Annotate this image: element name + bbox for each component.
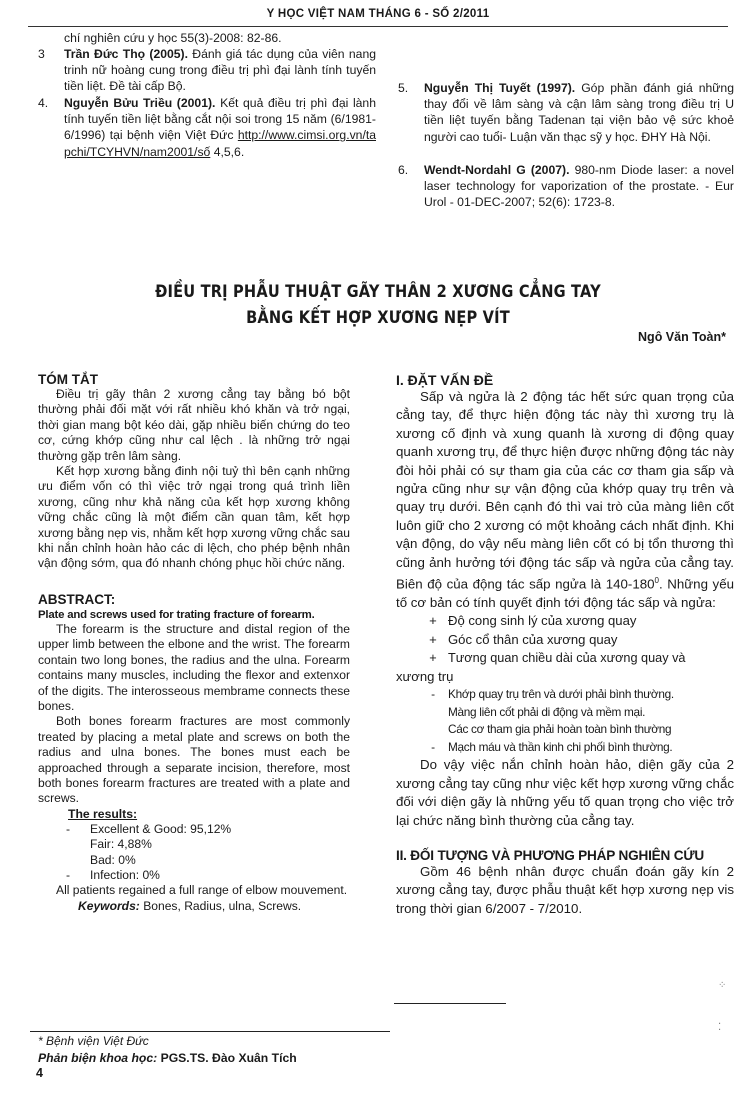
article-author: Ngô Văn Toàn*: [638, 330, 726, 344]
reference-author: Trần Đức Thọ (2005).: [64, 47, 188, 61]
reference-number: 3: [38, 47, 45, 61]
right-column-rule: [394, 1003, 506, 1004]
abstract-subtitle: Plate and screws used for trating fracture of forearm.: [38, 608, 315, 621]
plus-item: + Độ cong sinh lý của xương quay: [429, 613, 637, 629]
results-item: Bad: 0%: [90, 852, 136, 867]
dash-item: Màng liên cốt phải di động và mềm mại.: [448, 704, 646, 719]
results-item: - Excellent & Good: 95,12%: [66, 821, 232, 836]
reviewer-label: Phản biện khoa học:: [38, 1051, 158, 1065]
reference-tail: 4,5,6.: [210, 144, 245, 159]
reference-author: Nguyễn Bửu Triều (2001).: [64, 96, 216, 110]
header-rule: [28, 26, 728, 27]
reference-number: 4.: [38, 96, 49, 110]
reference-continuation: [64, 30, 376, 46]
reference-text: Góp phần đánh giá những thay đổi về lâm sàng và cận lâm sàng trong điều trị U tiền liệt tuyến bằng Tadenan tại viện bảo vệ sức khoẻ người cao tuổi- Luận văn thạc sỹ y học. ĐHY Hà Nội.: [424, 81, 734, 144]
reference-6: [398, 162, 734, 211]
scan-mark: ⁚: [718, 1022, 722, 1033]
reference-number: 5.: [398, 81, 409, 95]
section-1-paragraph-1: Sấp và ngửa là 2 động tác hết sức quan trọng của cẳng tay, để thực hiện động tác này thì xương trụ là xương cố định và xung quanh là xương di động quay quanh xương trụ, để thực hiện được những động tác này đòi hỏi phải có sự tham gia của các cơ tham gia sấp và ngửa cũng như sự vận động của khớp quay trụ trên và quay trụ dưới. Bên cạnh đó thì vai trò của màng liên cốt luôn giữ cho 2 xương có một khoảng cách nhất định. Khi vận động, do vậy nếu màng liên cốt có bị tổn thương thì cũng ảnh hưởng tới động tác sấp và ngửa của cẳng tay. Biên độ của động tác sấp ngửa là $140-180^0$. Những yếu tố cơ bản có tính quyết định tới động tác sấp và ngửa:: [396, 389, 734, 610]
plus-item-continuation: xương trụ: [396, 668, 454, 684]
left-column: [38, 372, 350, 914]
abstract-paragraph-1: The forearm is the structure and distal region of the upper limb between the elbone and the wrist. The forearm contain two long bones, the radius and the ulna. Forearm contains many muscles, including the flexor and extenxor of the digits. The interosseous membrame connects these bones.: [38, 621, 350, 713]
keywords-text: Bones, Radius, ulna, Screws.: [139, 898, 302, 913]
reviewer-line: [38, 1051, 297, 1065]
right-column: [396, 372, 734, 918]
reference-link[interactable]: http://www.cimsi.org.vn/tapchi/TCYHVN/nam2001/số: [64, 128, 376, 159]
article-title-line-1: ĐIỀU TRỊ PHẪU THUẬT GÃY THÂN 2 XƯƠNG CẲNG TAY: [155, 282, 601, 302]
reference-text: 980-nm Diode laser: a novel laser technology for vaporization of the prostate. - Eur Urol - 01-DEC-2007; 52(6): 1723-8.: [424, 163, 734, 210]
reference-text: Kết quả điều trị phì đại lành tính tuyến tiền liệt bằng cắt nội soi trong 15 năm (6/1981-6/1996) tại bệnh viện Việt Đức: [64, 96, 376, 143]
plus-item: + Tương quan chiều dài của xương quay và: [429, 651, 686, 666]
reference-5: [398, 80, 734, 145]
dash-item: - Khớp quay trụ trên và dưới phải bình thường.: [431, 686, 674, 701]
infection-item: - Infection: 0%: [66, 867, 160, 882]
abstract-paragraph-3: All patients regained a full range of elbow mouvement.: [56, 883, 348, 898]
plus-item: + Góc cổ thân của xương quay: [429, 631, 618, 647]
reference-author: Wendt-Nordahl G (2007).: [424, 163, 570, 177]
dash-item: - Mạch máu và thần kinh chi phối bình thường.: [431, 739, 673, 754]
section-1-heading: I. ĐẶT VẤN ĐỀ: [396, 372, 494, 388]
reference-3: [38, 46, 377, 95]
footnote-rule: [30, 1031, 390, 1032]
results-item: Fair: 4,88%: [90, 837, 152, 852]
section-2-heading: II. ĐỐI TƯỢNG VÀ PHƯƠNG PHÁP NGHIÊN CỨU: [396, 847, 705, 863]
reference-text: Đánh giá tác dụng của viên nang trinh nữ hoàng cung trong điều trị phì đại lành tính tuyến tiền liệt. Đề tài cấp Bộ.: [64, 47, 377, 94]
keywords-label: Keywords:: [78, 898, 140, 913]
reviewer-name: PGS.TS. Đào Xuân Tích: [157, 1051, 297, 1065]
results-label: The results:: [68, 806, 138, 821]
article-title-line-2: BẰNG KẾT HỢP XƯƠNG NẸP VÍT: [246, 308, 510, 328]
degree-superscript: 0: [654, 576, 659, 586]
affiliation-footnote: * Bệnh viện Việt Đức: [38, 1034, 149, 1048]
reference-text: chí nghiên cứu y học 55(3)-2008: 82-86.: [64, 31, 282, 45]
tom-tat-paragraph-1: Điều trị gãy thân 2 xương cẳng tay bằng bó bột thường phải đối mặt với rất nhiều khó khăn và trở ngại, thời gian mang bột kéo dài, gặp nhiều biến chứng do teo cơ, cứng khớp cũng như cal lệch . là những trở ngại thường gặp trên lâm sàng.: [38, 387, 350, 463]
section-2-paragraph-1: Gồm 46 bệnh nhân được chuẩn đoán gãy kín 2 xương cẳng tay, được phẫu thuật kết hợp xương nẹp vis trong thời gian 6/2007 - 7/2010.: [396, 863, 734, 916]
keywords-line: [38, 899, 350, 914]
reference-author: Nguyễn Thị Tuyết (1997).: [424, 81, 576, 95]
abstract-paragraph-2: Both bones forearm fractures are most commonly treated by placing a metal plate and screws on both the radius and ulna bones. The bones must each be approached through a separate incision, therefore, most both bones forearm fractures are treated with a plate and screws.: [38, 714, 350, 806]
dash-item: Các cơ tham gia phải hoàn toàn bình thường: [448, 722, 672, 737]
page-number: 4: [36, 1066, 43, 1080]
results-list: [38, 822, 350, 884]
reference-4: [38, 95, 376, 160]
section-1-paragraph-2: Do vậy việc nắn chỉnh hoàn hảo, diện gãy của 2 xương cẳng tay cũng như việc kết hợp xương vững chắc đối với diện gãy là những yếu tố quan trọng cho việc trở lại chức năng bình thường của cẳng tay.: [396, 757, 734, 828]
running-header: Y HỌC VIỆT NAM THÁNG 6 - SỐ 2/2011: [266, 8, 490, 20]
scan-mark: ⁘: [718, 980, 727, 991]
tom-tat-paragraph-2: Kết hợp xương bằng đinh nội tuỷ thì bên cạnh những ưu điểm vốn có thì việc trở ngại trong quá trình liền xương, cũng như khả năng của kết hợp xương không vững chắc cũng là một điểm cần quan tâm, kết hợp xương bằng nẹp vis, nhằm kết hợp xương vững chắc sau khi nắn chỉnh hoàn hảo các di lệch, cho phép bệnh nhân vận động sớm, qua đó nhanh chóng phục hồi chức năng.: [38, 464, 350, 571]
tom-tat-heading: TÓM TẮT: [38, 372, 98, 387]
abstract-heading: ABSTRACT:: [38, 591, 116, 607]
reference-number: 6.: [398, 163, 409, 177]
